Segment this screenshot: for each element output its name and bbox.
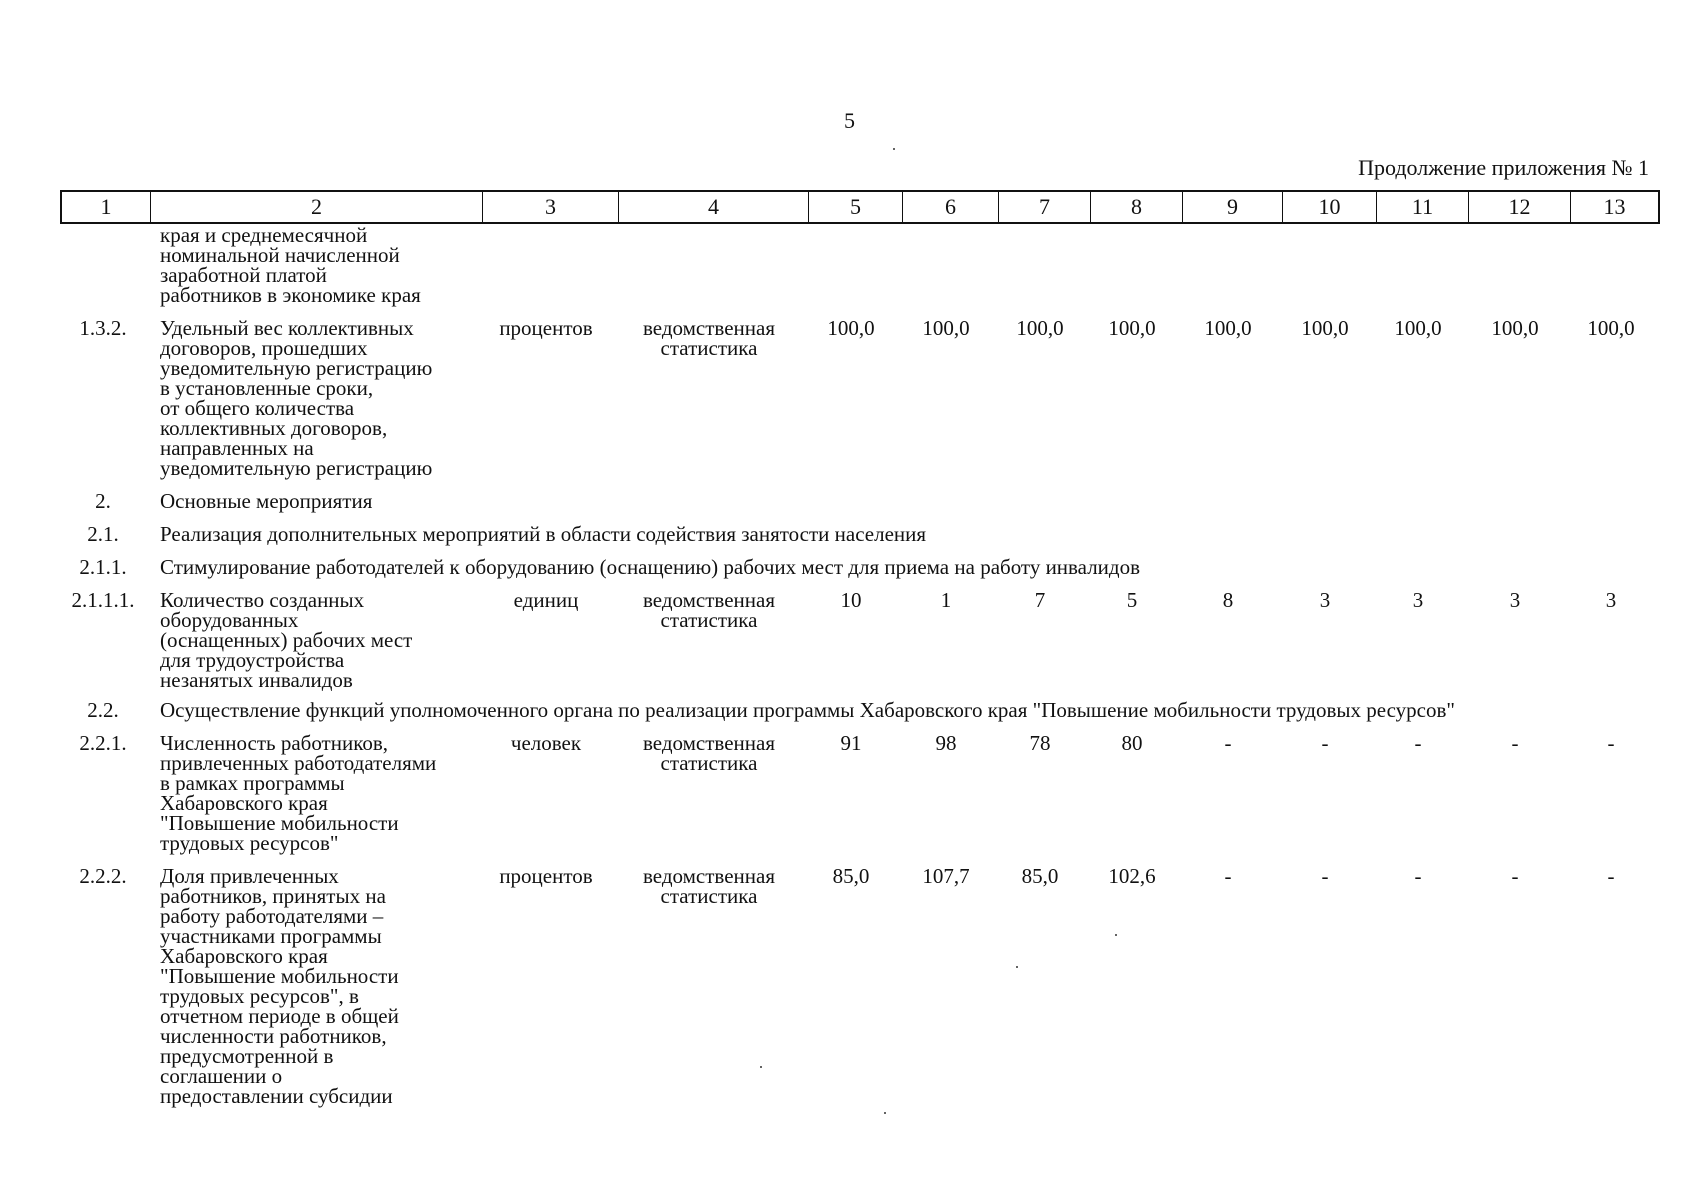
value-cell: 3 (1605, 588, 1617, 612)
scan-speck (893, 148, 895, 150)
value-cell: 100,0 (1587, 316, 1635, 340)
value-cell: 5 (1126, 588, 1138, 612)
value-cell: 100,0 (922, 316, 970, 340)
row-number: 2.1. (87, 522, 119, 546)
value-cell: 98 (935, 731, 957, 755)
row-number: 2.2. (87, 698, 119, 722)
column-header: 3 (482, 192, 618, 222)
value-cell: 85,0 (832, 864, 870, 888)
scan-speck (760, 1066, 762, 1068)
column-header: 1 (100, 194, 112, 219)
value-cell: 100,0 (1394, 316, 1442, 340)
row-number: 2.1.1. (79, 555, 127, 579)
value-cell: 100,0 (1204, 316, 1252, 340)
value-cell: - (1224, 731, 1232, 755)
value-cell: - (1607, 731, 1615, 755)
indicator-name: Численность работников, привлеченных работодателями в рамках программы Хабаровского края "Повышение мобильности трудовых ресурсов" (160, 731, 437, 855)
column-header: 9 (1182, 192, 1282, 222)
value-cell: - (1607, 864, 1615, 888)
value-cell: - (1414, 731, 1422, 755)
column-header: 11 (1376, 192, 1468, 222)
value-cell: 100,0 (1301, 316, 1349, 340)
section-title: Осуществление функций уполномоченного органа по реализации программы Хабаровского края "Повышение мобильности трудовых ресурсов" (160, 698, 1455, 722)
value-cell: 3 (1319, 588, 1331, 612)
column-header: 12 (1468, 192, 1570, 222)
value-cell: 91 (840, 731, 862, 755)
value-cell: - (1511, 731, 1519, 755)
data-source: ведомственная статистика (643, 588, 775, 632)
column-header: 6 (902, 192, 998, 222)
value-cell: - (1321, 864, 1329, 888)
column-header: 8 (1090, 192, 1182, 222)
row-number: 2.2.2. (79, 864, 127, 888)
value-cell: 102,6 (1108, 864, 1156, 888)
column-header: 2 (150, 192, 482, 222)
value-cell: 85,0 (1021, 864, 1059, 888)
value-cell: 100,0 (1108, 316, 1156, 340)
value-cell: 3 (1509, 588, 1521, 612)
value-cell: 78 (1029, 731, 1051, 755)
section-title: Стимулирование работодателей к оборудованию (оснащению) рабочих мест для приема на работу инвалидов (160, 555, 1141, 579)
indicator-name: края и среднемесячной номинальной начисленной заработной платой работников в экономике края (160, 223, 421, 307)
unit: единиц (513, 588, 579, 612)
section-title: Основные мероприятия (160, 489, 373, 513)
unit: процентов (499, 316, 593, 340)
value-cell: 100,0 (1016, 316, 1064, 340)
indicator-name: Количество созданных оборудованных (оснащенных) рабочих мест для трудоустройства незанятых инвалидов (160, 588, 413, 692)
value-cell: 100,0 (827, 316, 875, 340)
value-cell: 1 (940, 588, 952, 612)
scan-speck (884, 1112, 886, 1114)
value-cell: - (1511, 864, 1519, 888)
value-cell: 107,7 (922, 864, 970, 888)
row-number: 1.3.2. (79, 316, 127, 340)
unit: человек (510, 731, 582, 755)
indicator-name: Удельный вес коллективных договоров, прошедших уведомительную регистрацию в установленные сроки, от общего количества коллективных договоров, направленных на уведомительную регистрацию (160, 316, 433, 480)
value-cell: 8 (1222, 588, 1234, 612)
value-cell: 80 (1121, 731, 1143, 755)
row-number: 2. (95, 489, 111, 513)
row-number: 2.1.1.1. (71, 588, 135, 612)
value-cell: 100,0 (1491, 316, 1539, 340)
value-cell: - (1321, 731, 1329, 755)
data-source: ведомственная статистика (643, 316, 775, 360)
value-cell: 7 (1034, 588, 1046, 612)
unit: процентов (499, 864, 593, 888)
column-header: 10 (1282, 192, 1376, 222)
data-source: ведомственная статистика (643, 864, 775, 908)
page-number: 5 (844, 108, 855, 133)
value-cell: 3 (1412, 588, 1424, 612)
column-header: 5 (808, 192, 902, 222)
column-header: 13 (1570, 192, 1658, 222)
scan-speck (1115, 934, 1117, 936)
appendix-note: Продолжение приложения № 1 (1358, 155, 1649, 180)
value-cell: 10 (840, 588, 862, 612)
column-header: 4 (618, 192, 808, 222)
indicator-name: Доля привлеченных работников, принятых на работу работодателями – участниками программы Хабаровского края "Повышение мобильности трудовых ресурсов", в отчетном периоде в общей численности работников, предусмотренной в соглашении о предоставлении субсидии (160, 864, 399, 1108)
column-header: 7 (998, 192, 1090, 222)
section-title: Реализация дополнительных мероприятий в области содействия занятости населения (160, 522, 927, 546)
scan-speck (1016, 966, 1018, 968)
row-number: 2.2.1. (79, 731, 127, 755)
value-cell: - (1224, 864, 1232, 888)
data-source: ведомственная статистика (643, 731, 775, 775)
value-cell: - (1414, 864, 1422, 888)
